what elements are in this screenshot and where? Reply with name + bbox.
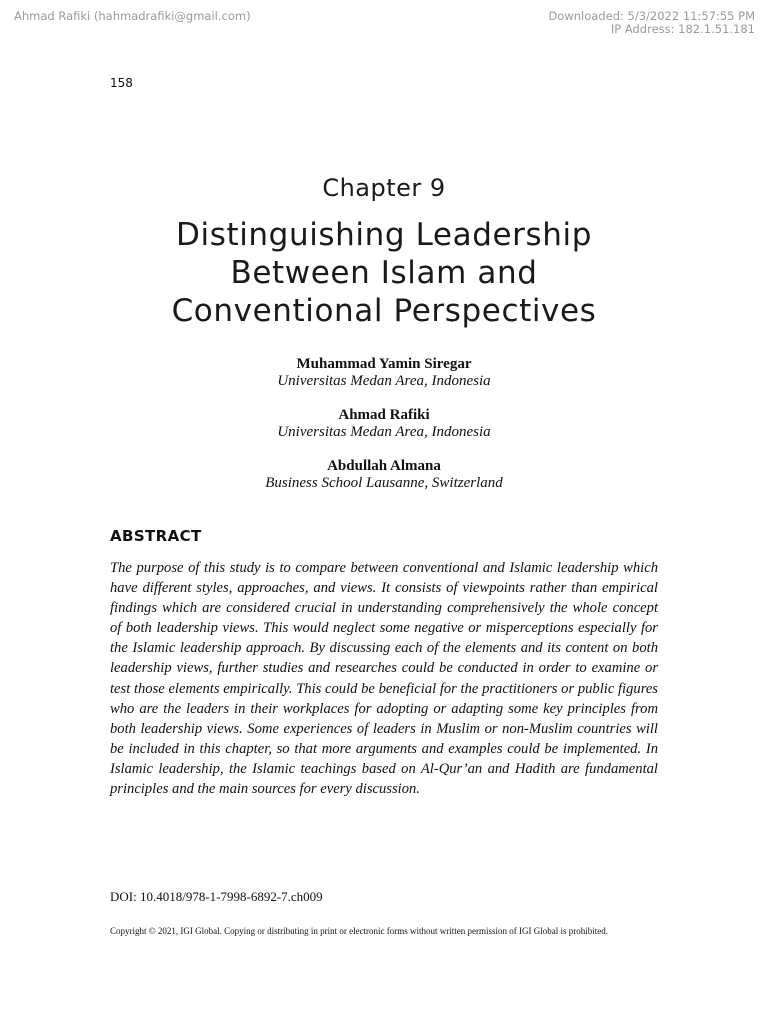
title-line: Between Islam and: [230, 255, 538, 291]
chapter-label: Chapter 9: [322, 174, 446, 202]
title-line: Conventional Perspectives: [171, 293, 597, 329]
watermark-download-info: [548, 10, 755, 36]
doi: DOI: 10.4018/978-1-7998-6892-7.ch009: [110, 889, 323, 904]
author-list: [0, 356, 768, 509]
author-affiliation: Business School Lausanne, Switzerland: [265, 475, 503, 491]
watermark-user: Ahmad Rafiki (hahmadrafiki@gmail.com): [14, 9, 251, 23]
author-block: [0, 407, 768, 441]
author-name: Muhammad Yamin Siregar: [296, 356, 472, 372]
author-block: [0, 458, 768, 492]
copyright-notice: Copyright © 2021, IGI Global. Copying or distributing in print or electronic forms without written permission of IGI Global is prohibited.: [110, 926, 609, 936]
author-affiliation: Universitas Medan Area, Indonesia: [277, 373, 491, 389]
author-name: Abdullah Almana: [327, 458, 441, 474]
chapter-title: [0, 216, 768, 330]
author-affiliation: Universitas Medan Area, Indonesia: [277, 424, 491, 440]
title-line: Distinguishing Leadership: [176, 217, 592, 253]
ip-address: IP Address: 182.1.51.181: [610, 22, 755, 36]
abstract-text: The purpose of this study is to compare between conventional and Islamic leadership which have different styles, approaches, and views. It consists of viewpoints rather than empirical findings which are considered crucial in understanding comprehensively the whole concept of both leadership views. This would neglect some negative or misperceptions especially for the Islamic leadership approach. By discussing each of the elements and its content on both leadership views, further studies and researches could be conducted in order to examine or test those elements empirically. This could be beneficial for the practitioners or public figures who are the leaders in their workplaces for adopting or adapting some key principles from both leadership views. Some experiences of leaders in Muslim or non-Muslim countries will be included in this chapter, so that more arguments and examples could be implemented. In Islamic leadership, the Islamic teachings based on Al-Qur’an and Hadith are fundamental principles and the main sources for every discussion.: [110, 560, 658, 798]
page-number: 158: [110, 76, 133, 90]
author-block: [0, 356, 768, 390]
abstract-heading: ABSTRACT: [110, 527, 202, 545]
download-timestamp: Downloaded: 5/3/2022 11:57:55 PM: [548, 9, 755, 23]
author-name: Ahmad Rafiki: [338, 407, 430, 423]
